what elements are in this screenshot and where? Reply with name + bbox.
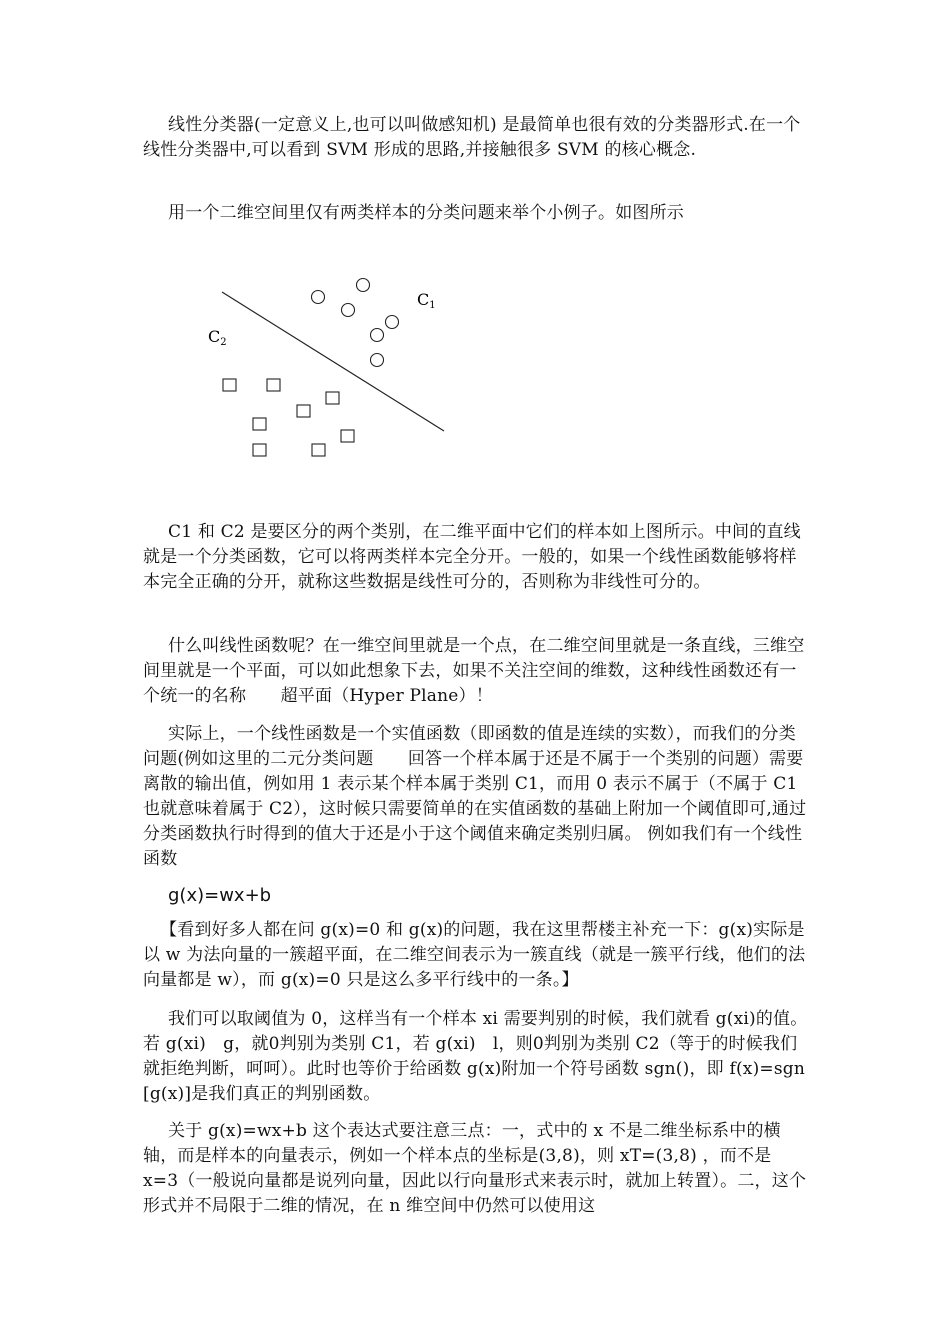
label-c1: C1 [417, 290, 436, 311]
sample-c1 [371, 329, 384, 342]
sample-c2 [253, 418, 266, 430]
classification-figure [200, 270, 460, 470]
paragraph-linear-function: 什么叫线性函数呢？在一维空间里就是一个点，在二维空间里就是一条直线，三维空间里就是一个平面，可以如此想象下去，如果不关注空间的维数，这种线性函数还有一个统一的名称 超平面（Hyper Plane）！ [143, 636, 805, 706]
paragraph-expression-notes: 关于 g(x)=wx+b 这个表达式要注意三点：一，式中的 x 不是二维坐标系中的横轴，而是样本的向量表示，例如一个样本点的坐标是(3,8)，则 xT=(3,8) ，而不是 x=3（一般说向量都是说列向量，因此以行向量形式来表示时，就加上转置）。二，这个形式并不局限于二维的情况，在 n 维空间中仍然可以使用这 [143, 1121, 807, 1216]
sample-c2 [223, 379, 236, 391]
sample-c2 [326, 392, 339, 404]
paragraph-c1-c2: C1 和 C2 是要区分的两个类别，在二维平面中它们的样本如上图所示。中间的直线就是一个分类函数，它可以将两类样本完全分开。一般的，如果一个线性函数能够将样本完全正确的分开，就称这些数据是线性可分的，否则称为非线性可分的。 [143, 522, 801, 592]
paragraph-example: 用一个二维空间里仅有两类样本的分类问题来举个小例子。如图所示 [168, 203, 684, 223]
sample-c1 [342, 304, 355, 317]
sample-c1 [371, 354, 384, 367]
sample-c2 [253, 444, 266, 456]
separating-line [222, 292, 444, 431]
paragraph-note: 【看到好多人都在问 g(x)=0 和 g(x)的问题，我在这里帮楼主补充一下：g(x)实际是以 w 为法向量的一簇超平面，在二维空间表示为一簇直线（就是一簇平行线，他们的法向量都是 w），而 g(x)=0 只是这么多平行线中的一条。】 [143, 920, 806, 990]
paragraph-intro: 线性分类器(一定意义上,也可以叫做感知机) 是最简单也很有效的分类器形式.在一个线性分类器中,可以看到 SVM 形成的思路,并接触很多 SVM 的核心概念. [143, 115, 801, 160]
sample-c1 [386, 316, 399, 329]
sample-c2 [267, 379, 280, 391]
sample-c1 [312, 291, 325, 304]
formula-linear: g(x)=wx+b [168, 885, 272, 906]
label-c2: C2 [208, 327, 227, 348]
paragraph-decision: 我们可以取阈值为 0，这样当有一个样本 xi 需要判别的时候，我们就看 g(xi)的值。若 g(xi) g，就0判别为类别 C1，若 g(xi) l，则0判别为类别 C2（等于的时候我们就拒绝判断，呵呵）。此时也等价于给函数 g(x)附加一个符号函数 sgn()，即 f(x)=sgn [g(x)]是我们真正的判别函数。 [143, 1009, 808, 1104]
sample-c2 [312, 444, 325, 456]
sample-c2 [297, 405, 310, 417]
sample-c2 [341, 430, 354, 442]
sample-c1 [357, 279, 370, 292]
paragraph-threshold: 实际上，一个线性函数是一个实值函数（即函数的值是连续的实数），而我们的分类问题(例如这里的二元分类问题 回答一个样本属于还是不属于一个类别的问题）需要离散的输出值，例如用 1 表示某个样本属于类别 C1，而用 0 表示不属于（不属于 C1 也就意味着属于 C2），这时候只需要简单的在实值函数的基础上附加一个阈值即可,通过分类函数执行时得到的值大于还是小于这个阈值来确定类别归属。 例如我们有一个线性函数 [143, 724, 807, 869]
